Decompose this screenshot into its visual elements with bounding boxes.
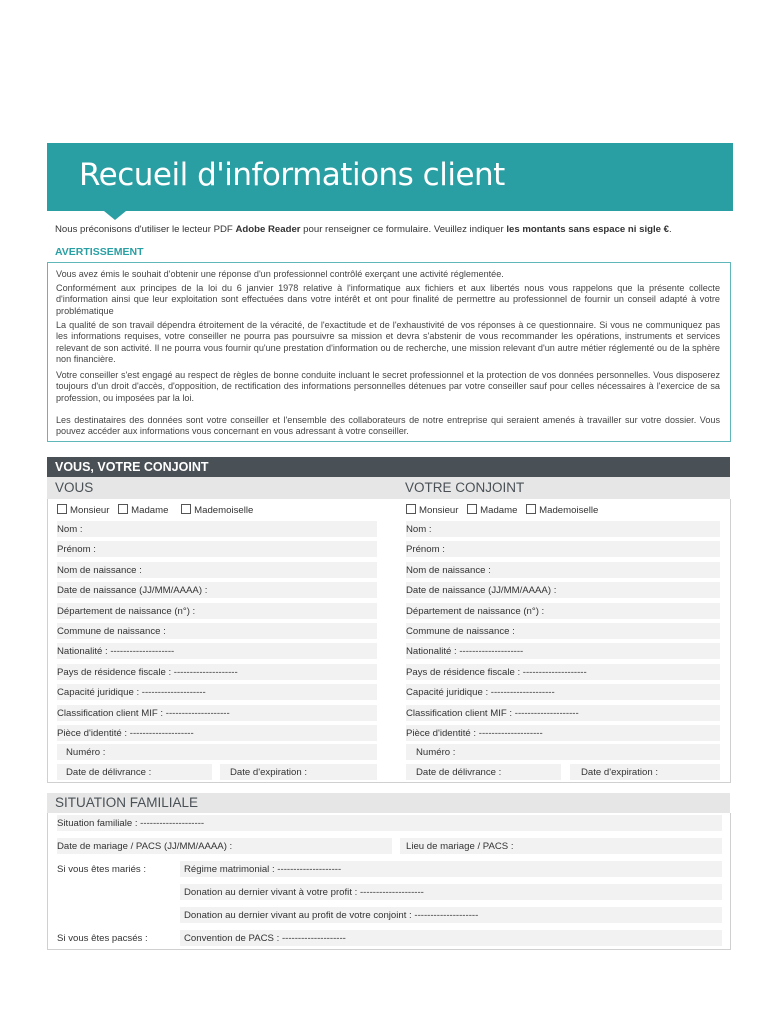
- civility-label: Monsieur: [419, 505, 459, 516]
- checkbox-monsieur[interactable]: [406, 504, 416, 514]
- banner-notch: [104, 211, 126, 220]
- intro-part: pour renseigner ce formulaire. Veuillez indiquer: [300, 224, 507, 235]
- date-delivrance-label: Date de délivrance :: [416, 767, 502, 778]
- field-label-left: Nom :: [57, 524, 83, 535]
- si-pacses-label: Si vous êtes pacsés :: [57, 933, 148, 944]
- page-title: Recueil d'informations client: [79, 157, 505, 193]
- field-label-left: Nationalité : --------------------: [57, 646, 175, 657]
- field-label-right: Date de naissance (JJ/MM/AAAA) :: [406, 585, 557, 596]
- situation-title: SITUATION FAMILIALE: [55, 795, 199, 810]
- field-label-left: Classification client MIF : --------------------: [57, 708, 230, 719]
- field-label-right: Pièce d'identité : --------------------: [406, 728, 543, 739]
- warning-paragraph: Vous avez émis le souhait d'obtenir une réponse d'un professionnel contrôlé exerçant une activité réglementée.: [56, 269, 504, 279]
- warning-paragraph: Votre conseiller s'est engagé au respect de règles de bonne conduite incluant le secret professionnel et la protection de vos données personnelles. Vous disposerez toujours d'un droit d'accès, d'opposition, de rectification des informations personnelles détenues par votre conseiller sauf pour celles nécessaires à l'exercice de sa profession, ou imposées par la loi.: [56, 370, 720, 403]
- vous-title: VOUS: [55, 480, 94, 495]
- convention-label: Convention de PACS : --------------------: [184, 933, 346, 944]
- section-title: VOUS, VOTRE CONJOINT: [55, 460, 209, 474]
- intro-bold-amounts: les montants sans espace ni sigle €: [506, 224, 669, 235]
- civility-label: Madame: [480, 505, 518, 516]
- checkbox-mademoiselle[interactable]: [526, 504, 536, 514]
- field-label-right: Nationalité : --------------------: [406, 646, 524, 657]
- field-label-left: Commune de naissance :: [57, 626, 166, 637]
- date-expiration-label: Date d'expiration :: [230, 767, 308, 778]
- field-label-left: Pièce d'identité : --------------------: [57, 728, 194, 739]
- checkbox-monsieur[interactable]: [57, 504, 67, 514]
- field-input-left[interactable]: [57, 521, 377, 537]
- field-input-right[interactable]: [406, 541, 720, 557]
- checkbox-mademoiselle[interactable]: [181, 504, 191, 514]
- checkbox-madame[interactable]: [118, 504, 128, 514]
- field-label-left: Capacité juridique : --------------------: [57, 687, 206, 698]
- field-label-left: Département de naissance (n°) :: [57, 606, 196, 617]
- section-bar: [47, 457, 730, 477]
- field-input-right[interactable]: [406, 521, 720, 537]
- intro-part: Nous préconisons d'utiliser le lecteur PDF: [55, 224, 236, 235]
- civility-label: Mademoiselle: [539, 505, 599, 516]
- field-label-right: Nom de naissance :: [406, 565, 491, 576]
- civility-left: [57, 504, 253, 516]
- field-label-right: Commune de naissance :: [406, 626, 515, 637]
- date-delivrance-label: Date de délivrance :: [66, 767, 152, 778]
- situation-familiale-label: Situation familiale : --------------------: [57, 818, 205, 829]
- civility-label: Madame: [131, 505, 169, 516]
- field-label-left: Pays de résidence fiscale : --------------------: [57, 667, 238, 678]
- intro-part: .: [669, 224, 672, 235]
- warning-paragraph: La qualité de son travail dépendra étroitement de la véracité, de l'exactitude et de l'exhaustivité de vos réponses à ce questionnaire. Si vous ne communiquez pas les informations requises, votre conseiller ne pourra pas poursuivre sa mission et devra s'abstenir de vous recommander les opérations, instruments et services relevant de son activité. Il ne pourra vous fournir qu'une prestation d'information ou de recherche, une mission relevant d'un autre métier réglementé ou de la sphère non financière.: [56, 320, 720, 365]
- field-label-right: Capacité juridique : --------------------: [406, 687, 555, 698]
- intro-text: [55, 224, 735, 235]
- warning-title: AVERTISSEMENT: [55, 246, 144, 258]
- checkbox-madame[interactable]: [467, 504, 477, 514]
- donation-profit-label: Donation au dernier vivant à votre profit : --------------------: [184, 887, 424, 898]
- warning-paragraph: Conformément aux principes de la loi du 6 janvier 1978 relative à l'informatique aux fichiers et aux libertés nous vous rappelons que la présente collecte d'information ainsi que leur exploitation sont effectuées dans votre intérêt et ont pour finalité de permettre au professionnel de fournir un conseil adapté à votre problématique: [56, 283, 720, 316]
- numero-label-left: Numéro :: [66, 747, 106, 758]
- field-label-right: Classification client MIF : --------------------: [406, 708, 579, 719]
- donation-conjoint-label: Donation au dernier vivant au profit de votre conjoint : --------------------: [184, 910, 479, 921]
- sub-header: [47, 477, 730, 499]
- situation-header: [47, 793, 730, 813]
- numero-label-right: Numéro :: [416, 747, 456, 758]
- civility-right: [406, 504, 598, 516]
- field-label-right: Prénom :: [406, 544, 445, 555]
- date-mariage-label: Date de mariage / PACS (JJ/MM/AAAA) :: [57, 841, 233, 852]
- field-label-right: Nom :: [406, 524, 432, 535]
- field-label-left: Prénom :: [57, 544, 96, 555]
- conjoint-title: VOTRE CONJOINT: [405, 480, 525, 495]
- civility-label: Monsieur: [70, 505, 110, 516]
- warning-box: [47, 262, 731, 442]
- date-expiration-label: Date d'expiration :: [581, 767, 659, 778]
- field-input-left[interactable]: [57, 541, 377, 557]
- regime-label: Régime matrimonial : --------------------: [184, 864, 342, 875]
- field-label-left: Nom de naissance :: [57, 565, 142, 576]
- field-label-right: Département de naissance (n°) :: [406, 606, 545, 617]
- si-maries-label: Si vous êtes mariés :: [57, 864, 147, 875]
- intro-bold-reader: Adobe Reader: [235, 224, 301, 235]
- civility-label: Mademoiselle: [194, 505, 254, 516]
- warning-paragraph: Les destinataires des données sont votre conseiller et l'ensemble des collaborateurs de notre entreprise qui seraient amenés à travailler sur votre dossier. Vous pouvez accéder aux informations vous concernant en vous adressant à votre conseiller.: [56, 415, 720, 437]
- field-label-left: Date de naissance (JJ/MM/AAAA) :: [57, 585, 208, 596]
- lieu-mariage-label: Lieu de mariage / PACS :: [406, 841, 514, 852]
- header-banner: [47, 143, 733, 211]
- field-label-right: Pays de résidence fiscale : --------------------: [406, 667, 587, 678]
